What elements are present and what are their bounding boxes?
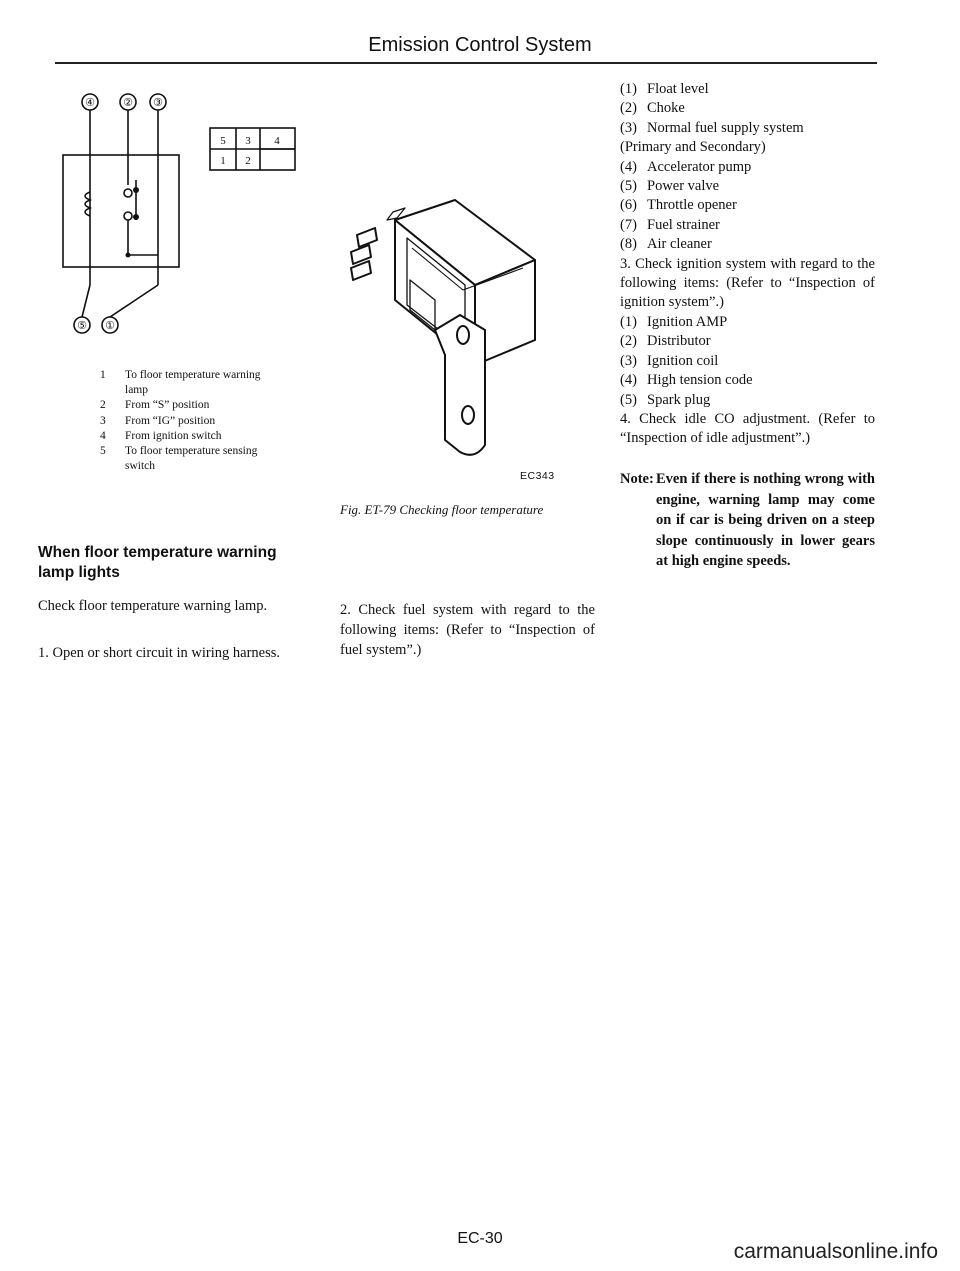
diagram-legend (100, 368, 265, 474)
legend-item: 3 From “IG” position (100, 414, 216, 427)
list-item: (4) Accelerator pump (620, 158, 752, 175)
connector-pin-2: 2 (245, 155, 251, 167)
list-item: (2) Choke (620, 100, 685, 117)
watermark: carmanualsonline.info (733, 1240, 938, 1263)
list-item: (4) High tension code (620, 372, 753, 389)
wiring-diagram (60, 80, 330, 355)
diagram-top-label-2: ② (123, 97, 133, 109)
legend-item: 5 To floor temperature sensing switch (100, 445, 258, 473)
list-item: (2) Distributor (620, 333, 711, 350)
note-block (620, 469, 875, 572)
legend-item: 1 To floor temperature warning lamp (100, 369, 261, 397)
paragraph-step-4: 4. Check idle CO adjustment. (Refer to “Inspection of idle adjustment”.) (620, 410, 875, 447)
list-item: (7) Fuel strainer (620, 216, 720, 233)
list-item: (3) Normal fuel supply system (620, 119, 804, 136)
list-item: (1) Ignition AMP (620, 313, 728, 330)
page-header-title: Emission Control System (368, 34, 592, 56)
list-item: (8) Air cleaner (620, 236, 712, 253)
diagram-top-label-3: ③ (153, 97, 163, 109)
paragraph-step-1: 1. Open or short circuit in wiring harness. (38, 645, 281, 661)
figure-code: EC343 (520, 470, 555, 482)
relay-illustration (335, 190, 550, 460)
figure-caption: Fig. ET-79 Checking floor temperature (340, 502, 544, 517)
right-column (620, 80, 875, 449)
list-item: (5) Power valve (620, 178, 720, 195)
connector-pin-5: 5 (220, 135, 226, 147)
paragraph-step-2: 2. Check fuel system with regard to the following items: (Refer to “Inspection of fuel system”.) (340, 602, 595, 658)
header-rule (55, 62, 877, 64)
diagram-bottom-label-1: ① (105, 320, 115, 332)
connector-pin-4: 4 (274, 135, 280, 147)
connector-pin-1: 1 (220, 155, 226, 167)
page-number: EC-30 (457, 1230, 503, 1247)
list-continuation: (Primary and Secondary) (620, 139, 766, 156)
note-label: Note: (620, 471, 654, 487)
legend-item: 4 From ignition switch (100, 429, 222, 442)
diagram-top-label-4: ④ (85, 97, 95, 109)
list-item: (1) Float level (620, 81, 709, 97)
section-heading: When floor temperature warning lamp lights (38, 544, 277, 581)
list-item: (6) Throttle opener (620, 197, 737, 214)
legend-item: 2 From “S” position (100, 399, 210, 412)
list-item: (5) Spark plug (620, 391, 711, 408)
diagram-bottom-label-5: ⑤ (77, 320, 87, 332)
note-text: Even if there is nothing wrong with engine, warning lamp may come on if car is being driven on a steep slope continuously in lower gears at high engine speeds. (656, 471, 875, 569)
paragraph-check-lamp: Check floor temperature warning lamp. (38, 598, 268, 614)
paragraph-step-3: 3. Check ignition system with regard to the following items: (Refer to “Inspection of ignition system”.) (620, 255, 875, 311)
connector-pin-3: 3 (245, 135, 251, 147)
list-item: (3) Ignition coil (620, 352, 719, 369)
